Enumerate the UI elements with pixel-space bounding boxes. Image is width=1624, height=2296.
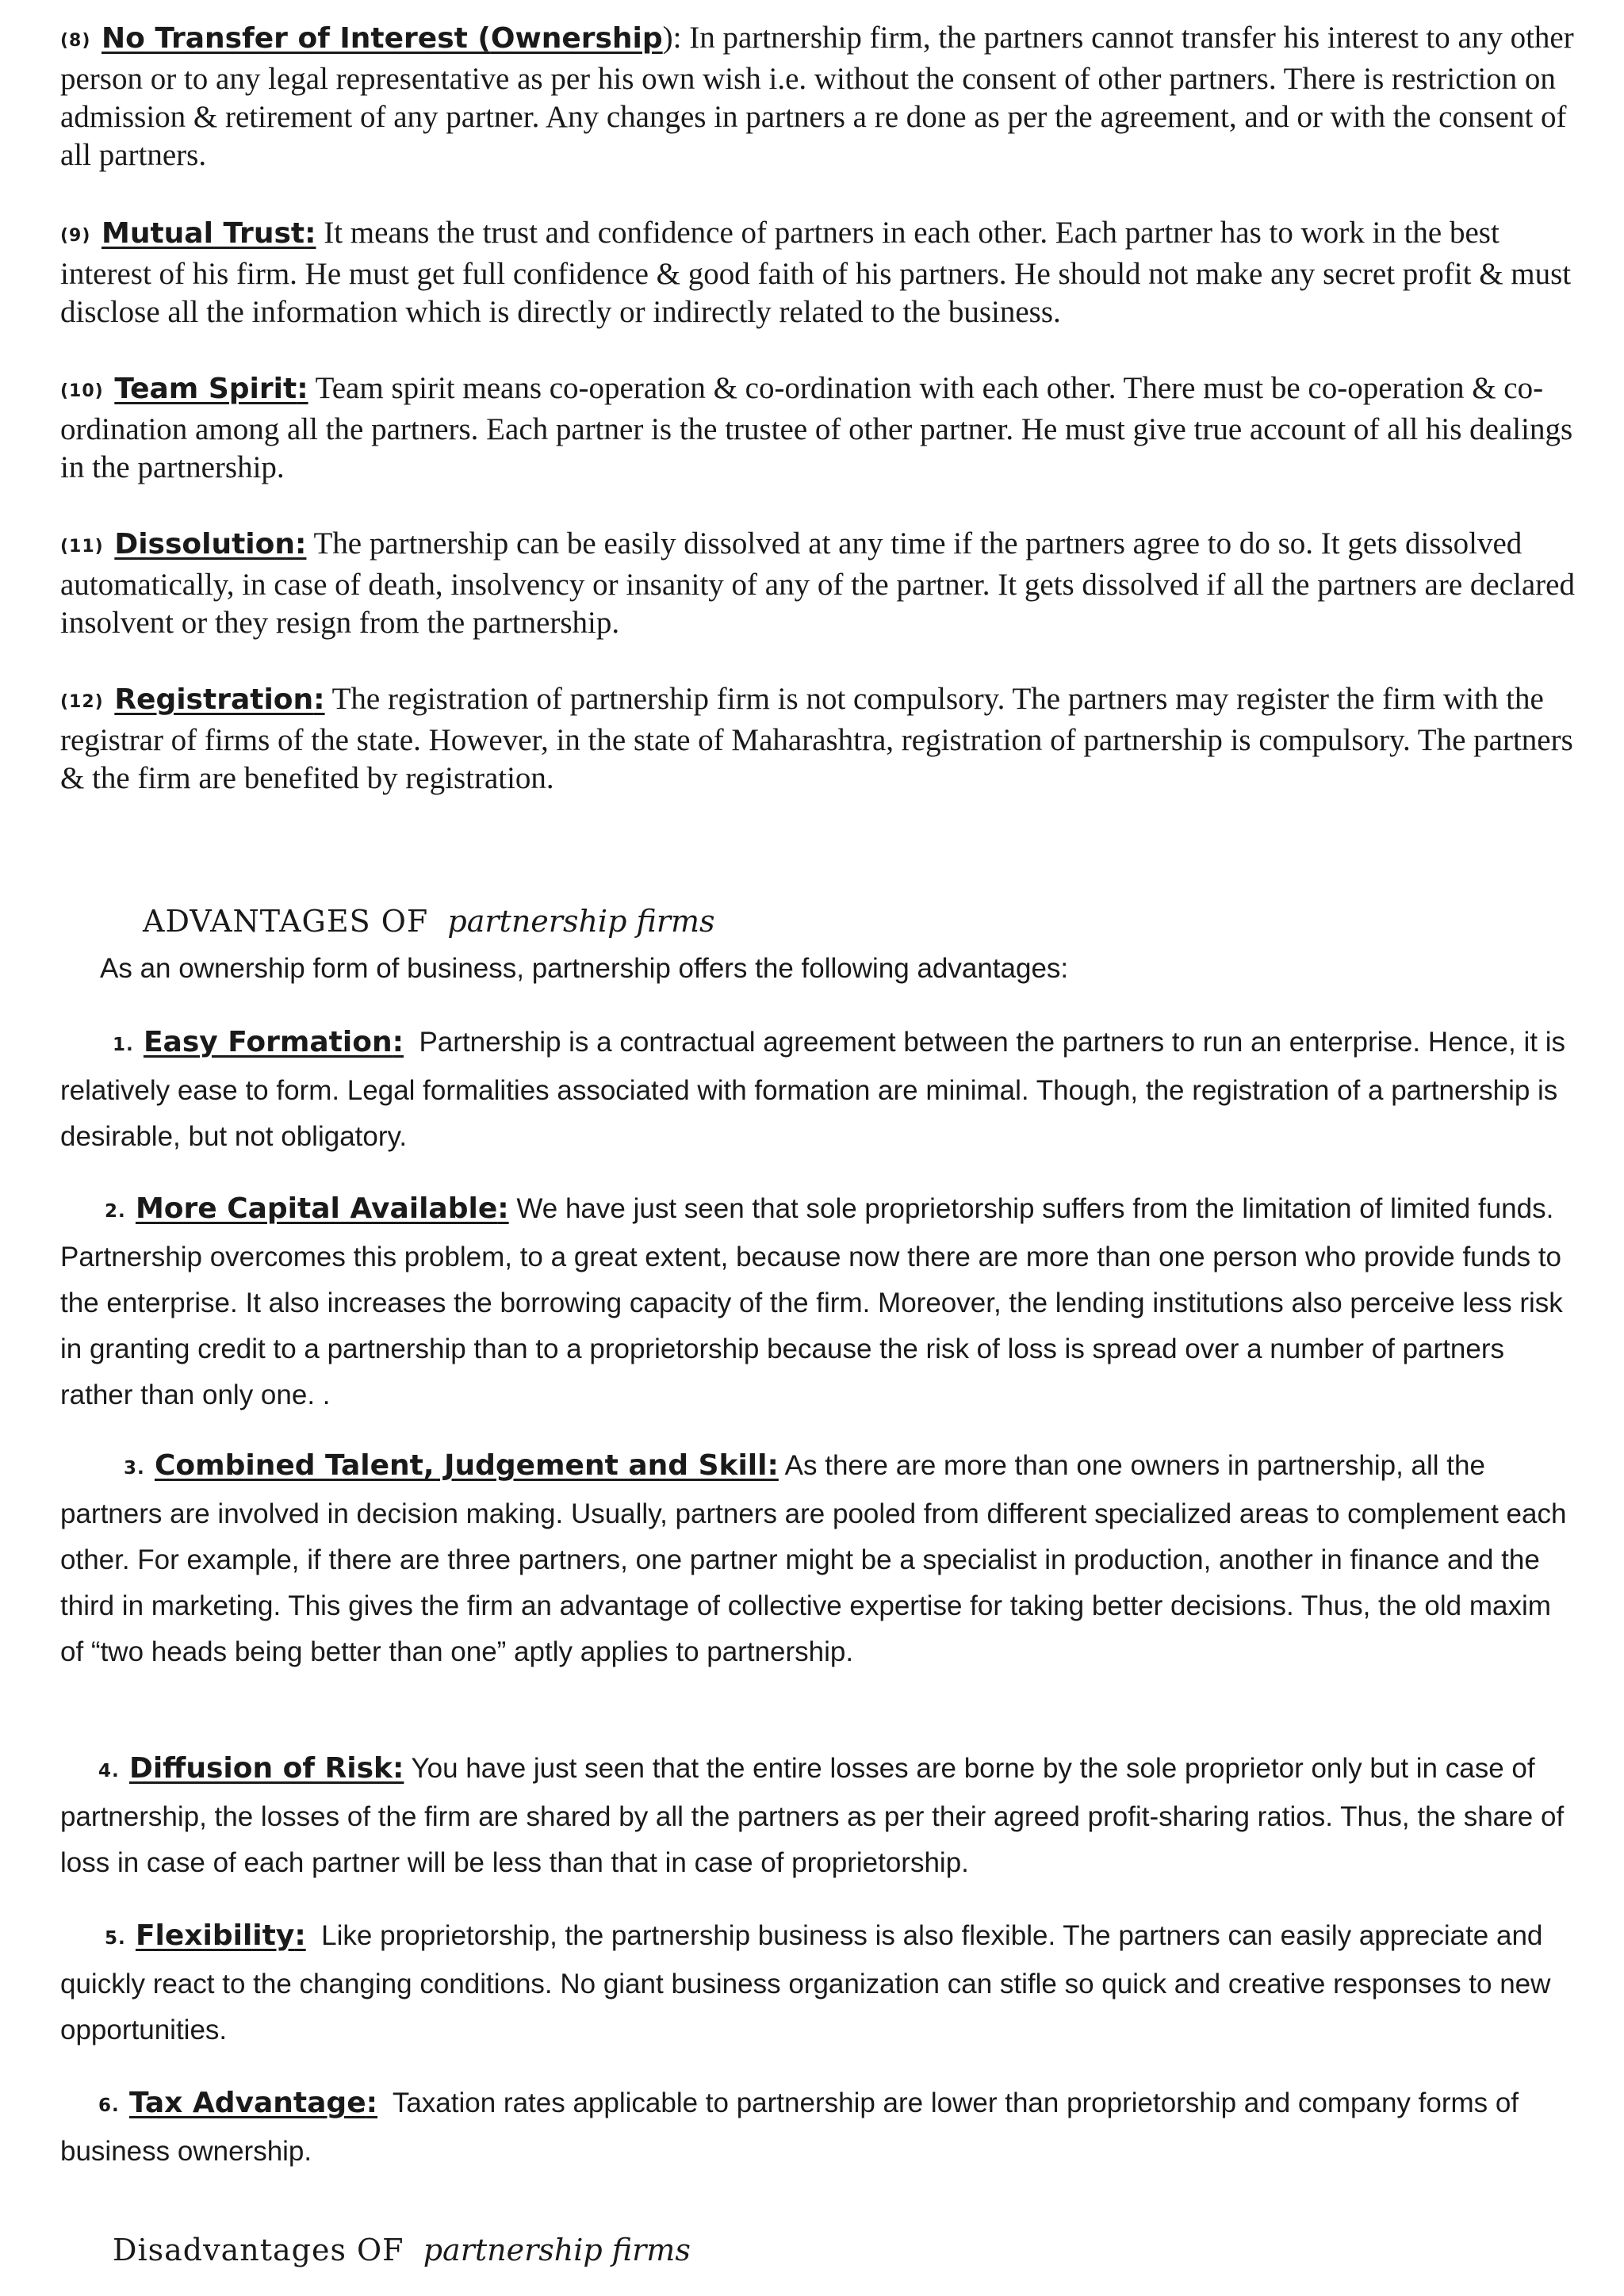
paragraph-label [60, 215, 316, 251]
advantage-tax-advantage [60, 2080, 1575, 2175]
advantage-label [113, 1027, 404, 1058]
paragraph-body: It means the trust and confidence of partners in each other. Each partner has to work in the best interest of his firm. He must get full confidence & good faith of his partners. He should not make any secret profit & must disclose all the information which is directly or indirectly related to the business. [60, 216, 1572, 329]
advantage-label [98, 1753, 404, 1785]
advantage-more-capital [60, 1186, 1575, 1418]
advantage-colon: : [392, 1752, 404, 1785]
advantage-title: Tax Advantage [128, 2087, 366, 2119]
advantage-label [124, 1450, 779, 1482]
paragraph-colon: : [304, 217, 316, 250]
paragraph-team-spirit [60, 369, 1575, 487]
paragraph-label [60, 681, 325, 717]
advantage-body: Taxation rates applicable to partnership are lower than proprietorship and company forms of business ownership. [60, 2087, 1519, 2167]
advantage-label [105, 1193, 509, 1225]
advantage-number: 5. [105, 1928, 126, 1949]
paragraph-mutual-trust [60, 214, 1575, 331]
paragraph-body: The partnership can be easily dissolved at any time if the partners agree to do so. It gets dissolved automatically, in case of death, insolvency or insanity of any of the partner. It gets dissolved if all the partners are declared insolvent or they resign from the partnership. [60, 526, 1575, 640]
disadvantages-heading [113, 2233, 691, 2267]
advantage-diffusion-of-risk [60, 1746, 1575, 1886]
advantage-number: 6. [98, 2095, 120, 2116]
advantage-colon: : [392, 1026, 404, 1058]
advantage-number: 2. [105, 1201, 126, 1222]
paragraph-number: (12) [60, 692, 104, 712]
paragraph-colon: : [313, 683, 325, 716]
advantage-label [105, 1920, 306, 1952]
paragraph-label [60, 526, 306, 561]
paragraph-number: (10) [60, 381, 104, 401]
advantage-body: You have just seen that the entire losses are borne by the sole proprietor only but in case of partnership, the losses of the firm are shared by all the partners as per their agreed profit-sharing ratios. Thus, the share of loss in case of each partner will be less than that in case of proprietorship. [60, 1753, 1565, 1878]
advantage-title: Flexibility [135, 1919, 295, 1952]
advantages-intro: As an ownership form of business, partnership offers the following advantages: [100, 953, 1069, 984]
advantage-body: Like proprietorship, the partnership business is also flexible. The partners can easily appreciate and quickly react to the changing conditions. No giant business organization can stifle so quick and creative responses to new opportunities. [60, 1920, 1551, 2045]
advantage-number: 4. [98, 1761, 120, 1781]
paragraph-number: (11) [60, 537, 104, 557]
paragraph-title: No Transfer of Interest ( [102, 22, 491, 55]
advantage-number: 1. [113, 1035, 134, 1055]
advantage-title: More Capital Available [135, 1192, 498, 1225]
paragraph-title-ownership: Ownership [490, 22, 663, 55]
paragraph-title: Registration [114, 683, 314, 716]
paragraph-title: Dissolution [114, 528, 296, 561]
advantage-title: Combined Talent, Judgement and Skill [154, 1449, 768, 1482]
paragraph-label [60, 20, 663, 55]
paragraph-colon: : [297, 373, 308, 405]
paragraph-number: (8) [60, 31, 91, 51]
disadvantages-heading-italic: partnership firms [423, 2233, 691, 2267]
paragraph-body: Team spirit means co-operation & co-ordination with each other. There must be co-operation & co-ordination among all the partners. Each partner is the trustee of other partner. He must give true account of all his dealings in the partnership. [60, 371, 1573, 484]
paragraph-label [60, 370, 308, 406]
paragraph-registration [60, 680, 1575, 798]
advantage-colon: : [294, 1919, 306, 1952]
paragraph-dissolution [60, 525, 1575, 642]
advantages-heading [143, 904, 715, 939]
advantage-colon: : [767, 1449, 779, 1482]
paragraph-body: In partnership firm, the partners cannot transfer his interest to any other person or to any legal representative as per his own wish i.e. without the consent of other partners. There is restriction on admission & retirement of any partner. Any changes in partners a re done as per the agreement, and or with the consent of all partners. [60, 21, 1574, 172]
advantages-heading-caps: ADVANTAGES OF [143, 904, 429, 939]
paragraph-title: Team Spirit [114, 373, 297, 405]
advantage-flexibility [60, 1913, 1575, 2053]
advantages-heading-italic: partnership firms [447, 904, 715, 939]
paragraph-number: (9) [60, 226, 91, 246]
advantage-title: Diffusion of Risk [128, 1752, 393, 1785]
paragraph-title-tail: ): [662, 21, 690, 55]
advantage-label [98, 2087, 377, 2119]
advantage-easy-formation [60, 1020, 1575, 1160]
advantage-title: Easy Formation [143, 1026, 393, 1058]
disadvantages-heading-caps: Disadvantages OF [113, 2233, 404, 2267]
paragraph-body: The registration of partnership firm is not compulsory. The partners may register the firm with the registrar of firms of the state. However, in the state of Maharashtra, registration of partnership is compulsory. The partners & the firm are benefited by registration. [60, 682, 1573, 795]
paragraph-colon: : [295, 528, 307, 561]
advantage-combined-talent [60, 1443, 1575, 1675]
paragraph-no-transfer-of-interest [60, 19, 1575, 174]
advantage-colon: : [366, 2087, 378, 2119]
advantage-body: We have just seen that sole proprietorship suffers from the limitation of limited funds. Partnership overcomes this problem, to a great extent, because now there are more than one person who provide funds to the enterprise. It also increases the borrowing capacity of the firm. Moreover, the lending institutions also perceive less risk in granting credit to a partnership than to a proprietorship because the risk of loss is spread over a number of partners rather than only one. . [60, 1193, 1563, 1410]
advantage-body: As there are more than one owners in partnership, all the partners are involved in decision making. Usually, partners are pooled from different specialized areas to complement each other. For example, if there are three partners, one partner might be a specialist in production, another in finance and the third in marketing. This gives the firm an advantage of collective expertise for taking better decisions. Thus, the old maxim of “two heads being better than one” aptly applies to partnership. [60, 1450, 1567, 1667]
advantage-number: 3. [124, 1458, 145, 1479]
advantage-body: Partnership is a contractual agreement between the partners to run an enterprise. Hence, it is relatively ease to form. Legal formalities associated with formation are minimal. Though, the registration of a partnership is desirable, but not obligatory. [60, 1027, 1565, 1152]
advantage-colon: : [497, 1192, 509, 1225]
paragraph-title: Mutual Trust [102, 217, 305, 250]
